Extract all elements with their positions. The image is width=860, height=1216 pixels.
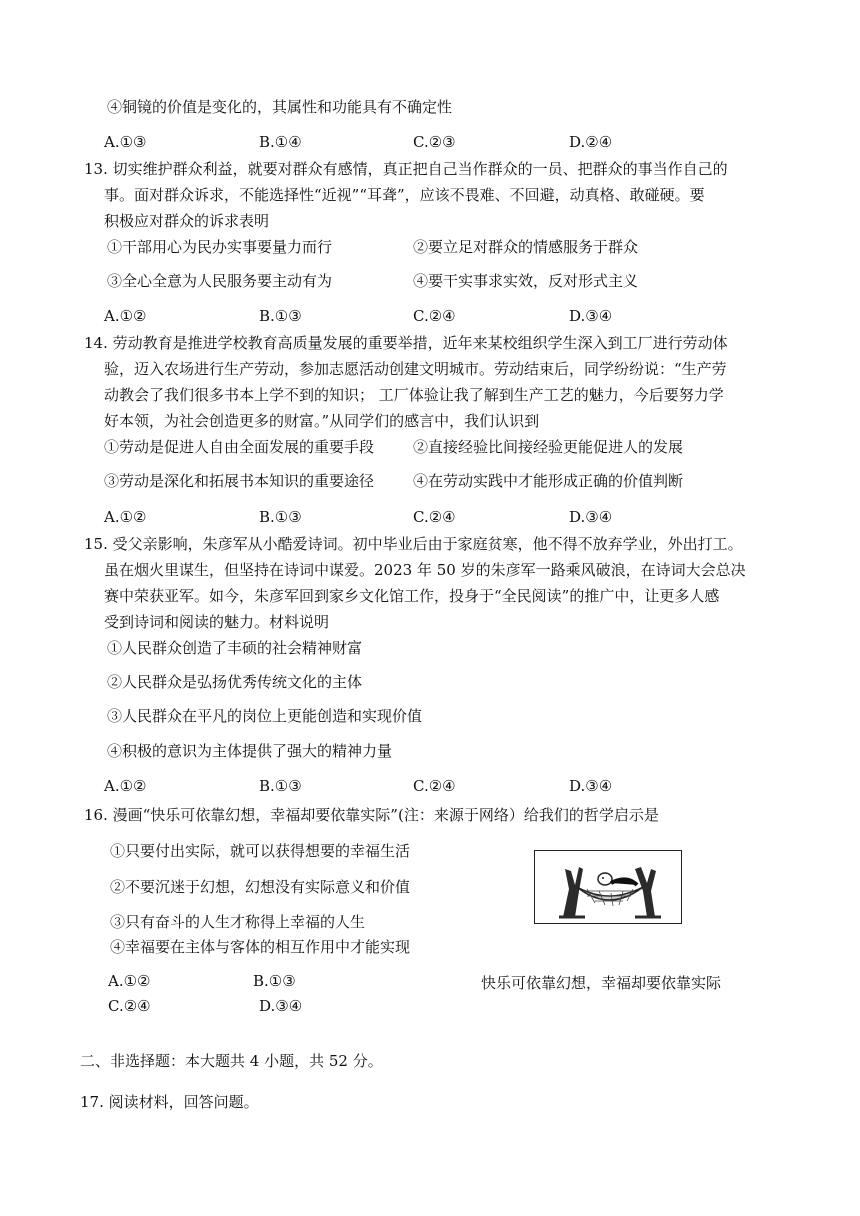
q16-stem: 16. 漫画“快乐可依靠幻想，幸福却要依靠实际”(注：来源于网络）给我们的哲学启示是 [84, 806, 659, 824]
q14-item-3: ③劳动是深化和拓展书本知识的重要途径 [104, 472, 375, 490]
q17-stem: 17. 阅读材料，回答问题。 [80, 1093, 259, 1111]
q15-item-1: ①人民群众创造了丰硕的社会精神财富 [107, 639, 363, 657]
q13-stem-line-1: 13. 切实维护群众利益，就要对群众有感情，真正把自己当作群众的一员、把群众的事当作自己的 [84, 160, 728, 178]
q15-option-d: D.③④ [569, 777, 613, 795]
q14-item-2: ②直接经验比间接经验更能促进人的发展 [413, 438, 684, 456]
q14-stem-line-4: 好本领，为社会创造更多的财富。”从同学们的感言中，我们认识到 [104, 412, 540, 430]
q16-option-a: A.①② [108, 972, 151, 990]
q15-item-2: ②人民群众是弘扬优秀传统文化的主体 [107, 673, 363, 691]
q16-option-c: C.②④ [108, 997, 151, 1015]
hammock-cartoon-icon [535, 851, 680, 922]
cartoon-caption: 快乐可依靠幻想，幸福却要依靠实际 [481, 974, 722, 992]
q13-option-a: A.①② [104, 307, 147, 325]
q15-stem-line-1: 15. 受父亲影响，朱彦军从小酷爱诗词。初中毕业后由于家庭贫寒，他不得不放弃学业，外出打工。 [84, 535, 743, 553]
q14-stem-line-3: 动教会了我们很多书本上学不到的知识； 工厂体验让我了解到生产工艺的魅力，今后要努力学 [104, 386, 724, 404]
section-2-title: 二、非选择题：本大题共 4 小题，共 52 分。 [80, 1052, 383, 1070]
q15-option-c: C.②④ [413, 777, 456, 795]
q13-option-b: B.①③ [259, 307, 302, 325]
q15-option-a: A.①② [104, 777, 147, 795]
q14-option-d: D.③④ [569, 508, 613, 526]
q16-item-4: ④幸福要在主体与客体的相互作用中才能实现 [110, 938, 411, 956]
q14-item-1: ①劳动是促进人自由全面发展的重要手段 [104, 438, 375, 456]
cartoon-image [534, 850, 682, 924]
q13-item-4: ④要干实事求实效，反对形式主义 [413, 272, 639, 290]
q12-item-4: ④铜镜的价值是变化的，其属性和功能具有不确定性 [107, 98, 453, 116]
q15-stem-line-2: 虽在烟火里谋生，但坚持在诗词中谋爱。2023 年 50 岁的朱彦军一路乘风破浪，在诗词大会总决 [104, 561, 746, 579]
q15-stem-line-4: 受到诗词和阅读的魅力。材料说明 [104, 613, 330, 631]
q15-stem-line-3: 赛中荣获亚军。如今，朱彦军回到家乡文化馆工作，投身于“全民阅读”的推广中，让更多人感 [104, 587, 720, 605]
q15-item-3: ③人民群众在平凡的岗位上更能创造和实现价值 [107, 707, 423, 725]
q13-option-d: D.③④ [569, 307, 613, 325]
q13-item-1: ①干部用心为民办实事要量力而行 [107, 238, 333, 256]
q13-stem-line-3: 积极应对群众的诉求表明 [104, 212, 270, 230]
q14-item-4: ④在劳动实践中才能形成正确的价值判断 [413, 472, 684, 490]
q16-item-3: ③只有奋斗的人生才称得上幸福的人生 [110, 913, 366, 931]
q15-item-4: ④积极的意识为主体提供了强大的精神力量 [107, 742, 393, 760]
q13-item-3: ③全心全意为人民服务要主动有为 [107, 272, 333, 290]
q16-item-2: ②不要沉迷于幻想，幻想没有实际意义和价值 [110, 878, 411, 896]
q16-option-b: B.①③ [253, 972, 296, 990]
q12-option-c: C.②③ [413, 133, 456, 151]
q15-option-b: B.①③ [259, 777, 302, 795]
q14-option-a: A.①② [104, 508, 147, 526]
q12-option-d: D.②④ [569, 133, 613, 151]
q16-item-1: ①只要付出实际，就可以获得想要的幸福生活 [110, 842, 411, 860]
q14-option-b: B.①③ [259, 508, 302, 526]
q12-option-a: A.①③ [104, 133, 147, 151]
q13-stem-line-2: 事。面对群众诉求，不能选择性“近视”“耳聋”，应该不畏难、不回避，动真格、敢碰硬。要 [104, 186, 705, 204]
q14-stem-line-2: 验，迈入农场进行生产劳动，参加志愿活动创建文明城市。劳动结束后，同学纷纷说：“生产劳 [104, 360, 727, 378]
q13-item-2: ②要立足对群众的情感服务于群众 [413, 238, 639, 256]
q14-option-c: C.②④ [413, 508, 456, 526]
q12-option-b: B.①④ [259, 133, 302, 151]
q13-option-c: C.②④ [413, 307, 456, 325]
q14-stem-line-1: 14. 劳动教育是推进学校教育高质量发展的重要举措，近年来某校组织学生深入到工厂进行劳动体 [84, 334, 728, 352]
q16-option-d: D.③④ [259, 997, 303, 1015]
